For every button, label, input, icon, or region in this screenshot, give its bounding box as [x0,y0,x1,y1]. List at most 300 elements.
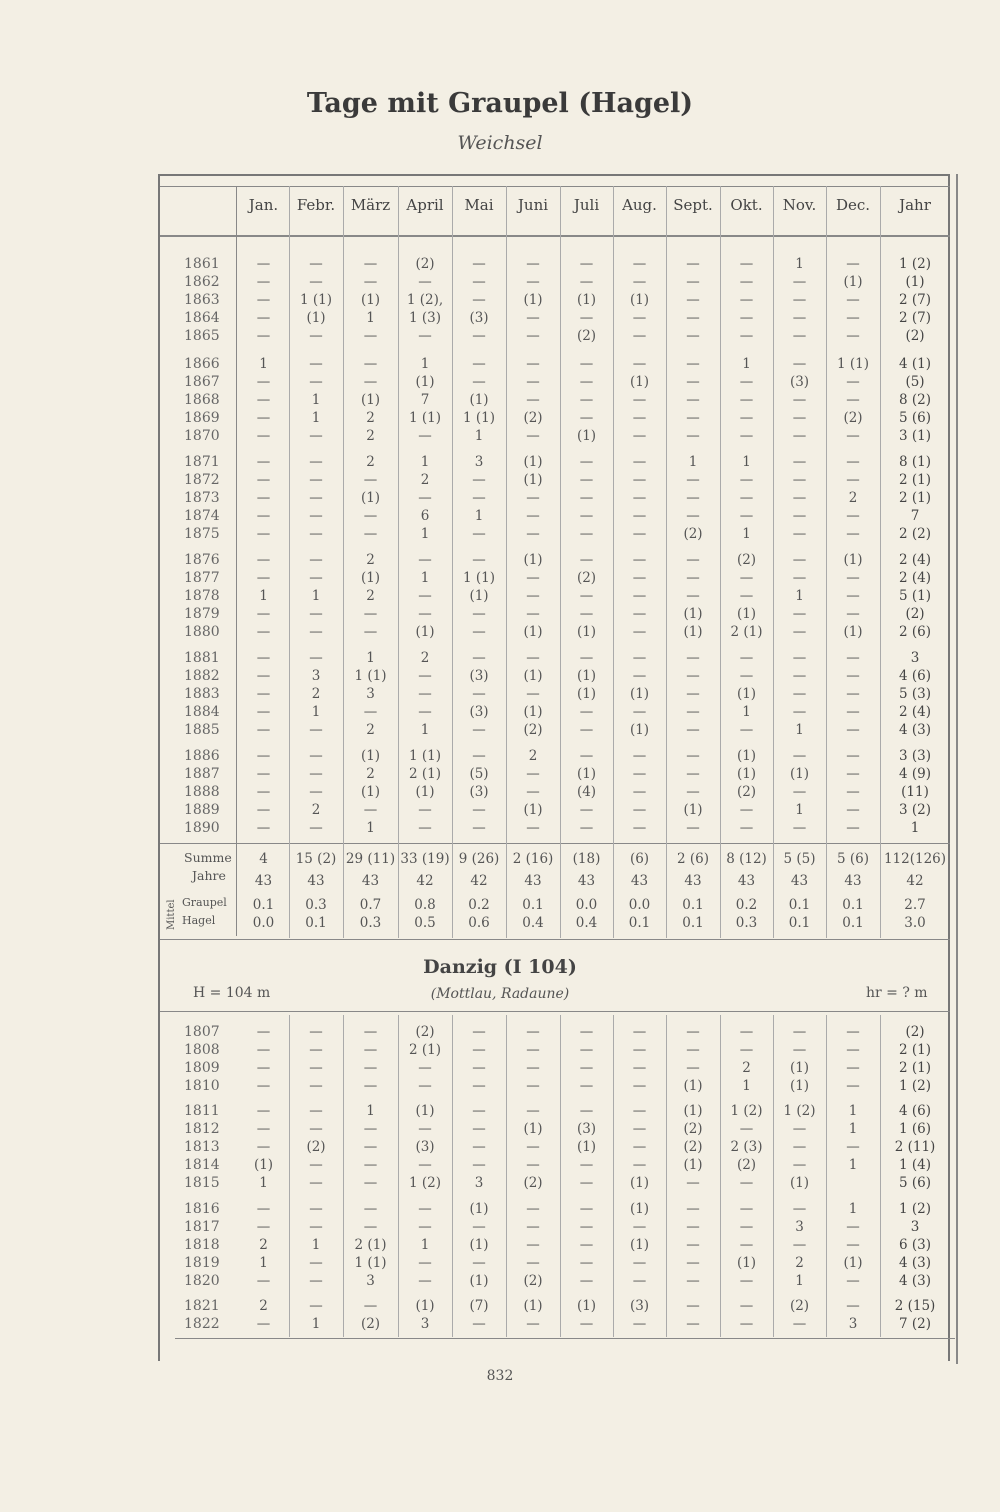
table-cell: 1 [474,428,484,444]
table-cell: — [632,624,647,640]
hagel-cell: 0.1 [682,915,704,931]
table-cell: — [632,1157,647,1173]
table-cell: — [686,410,700,426]
row-year: 1870 [184,428,220,444]
table-cell: 1 [742,356,751,372]
table-cell: — [363,526,378,542]
table-cell: 3 [474,1175,484,1191]
table-cell: — [632,526,647,542]
table-cell: 6 [420,508,430,524]
table-cell: — [256,624,271,640]
table-cell: 2 (4) [898,552,931,568]
table-cell: — [418,668,432,684]
table-cell: (5) [905,374,925,390]
table-cell: — [309,1175,323,1191]
table-cell: (1) [523,704,543,720]
jahre-cell: 43 [630,873,649,889]
table-frame-rule [956,174,958,1364]
table-cell: — [792,668,807,684]
table-cell: — [526,1139,540,1155]
table-cell: — [846,526,860,542]
table-cell: — [418,686,432,702]
table-cell: 2 [366,454,375,470]
table-cell: — [256,1060,271,1076]
table-cell: 1 [311,392,321,408]
table-cell: 1 (2) [898,256,931,272]
hagel-cell: 0.6 [468,915,490,931]
table-cell: 2 [259,1237,268,1253]
row-year: 1863 [184,292,220,308]
table-cell: — [363,1298,378,1314]
table-cell: — [632,820,647,836]
table-cell: (2) [523,410,543,426]
table-cell: (1) [253,1157,274,1173]
table-cell: — [579,356,594,372]
table-cell: 2 [366,428,375,444]
table-cell: — [418,704,432,720]
jahre-cell: 43 [254,873,273,889]
table-cell: — [686,784,700,800]
table-cell: (1) [523,624,543,640]
table-cell: — [579,454,594,470]
table-cell: — [739,570,754,586]
table-cell: — [363,1042,378,1058]
table-cell: (3) [789,374,810,390]
hagel-cell: 3.0 [904,915,926,931]
row-year: 1888 [184,784,220,800]
table-cell: — [472,552,486,568]
table-cell: — [363,356,378,372]
table-cell: — [309,508,323,524]
table-cell: — [526,1060,540,1076]
table-cell: — [256,802,271,818]
table-cell: 2 (1) [898,1042,931,1058]
table-cell: — [632,472,647,488]
table-cell: — [418,552,432,568]
hagel-cell: 0.1 [842,915,864,931]
table-cell: 2 (4) [898,704,931,720]
table-cell: — [792,508,807,524]
table-cell: — [632,1316,647,1332]
table-cell: (1) [736,1255,757,1271]
table-cell: 1 (1) [462,570,495,586]
table-cell: — [739,668,754,684]
table-cell: — [632,1219,647,1235]
table-cell: 3 (3) [898,748,931,764]
table-cell: — [472,328,486,344]
table-cell: (1) [576,1139,597,1155]
table-cell: (1) [629,1237,650,1253]
summe-cell: 5 (6) [836,851,869,867]
row-year: 1881 [184,650,220,666]
jahre-cell: 42 [416,873,434,889]
table-cell: — [363,1121,378,1137]
table-cell: — [792,310,807,326]
table-cell: (1) [306,310,326,326]
table-cell: 1 [742,454,751,470]
hagel-cell: 0.5 [414,915,436,931]
table-cell: — [526,428,540,444]
table-cell: — [579,1219,594,1235]
row-year: 1877 [184,570,220,586]
table-cell: (2) [736,552,757,568]
hagel-cell: 0.4 [522,915,544,931]
row-year: 1886 [184,748,220,764]
table-cell: — [686,472,700,488]
row-year: 1812 [184,1121,220,1137]
table-cell: 3 (1) [898,428,931,444]
table-cell: — [686,668,700,684]
table-cell: — [579,1175,594,1191]
table-cell: — [526,374,540,390]
table-cell: (2) [415,256,435,272]
table-cell: (2) [523,1175,543,1191]
table-cell: (3) [576,1121,597,1137]
table-cell: — [256,668,271,684]
table-cell: — [686,508,700,524]
row-year: 1864 [184,310,220,326]
table-cell: — [526,1157,540,1173]
table-cell: — [256,570,271,586]
summe-cell: 9 (26) [458,851,500,867]
table-cell: 2 (1) [898,472,931,488]
table-cell: — [418,588,432,604]
table-cell: 4 (9) [898,766,931,782]
row-year: 1822 [184,1316,220,1332]
table-cell: 2 (1) [408,1042,441,1058]
table-cell: — [632,328,647,344]
table-cell: — [632,1121,647,1137]
table-cell: — [846,820,860,836]
table-cell: (1) [469,1237,489,1253]
table-cell: (1) [523,1121,543,1137]
table-cell: 1 (1) [408,410,441,426]
table-cell: — [792,1024,807,1040]
table-cell: (3) [415,1139,435,1155]
table-cell: — [256,454,271,470]
row-year: 1810 [184,1078,220,1094]
table-cell: (1) [736,686,757,702]
table-cell: — [418,802,432,818]
table-cell: — [686,588,700,604]
table-cell: — [418,1219,432,1235]
table-cell: — [846,256,860,272]
table-cell: — [363,256,378,272]
table-cell: — [579,552,594,568]
table-cell: (4) [576,784,597,800]
table-cell: — [526,1316,540,1332]
table-cell: — [418,1060,432,1076]
table-cell: — [632,784,647,800]
table-cell: — [256,1139,271,1155]
table-cell: — [309,1042,323,1058]
table-cell: (3) [469,704,489,720]
table-cell: — [579,1078,594,1094]
graupel-cell: 0.2 [735,897,758,913]
table-cell: (1) [523,292,543,308]
table-cell: — [472,472,486,488]
table-cell: — [632,1060,647,1076]
table-cell: — [256,508,271,524]
table-cell: 1 [795,1273,804,1289]
table-cell: (5) [469,766,489,782]
row-year: 1874 [184,508,220,524]
table-cell: — [526,588,540,604]
table-cell: — [792,1201,807,1217]
table-cell: (1) [415,1298,435,1314]
row-year: 1862 [184,274,220,290]
column-header: Mai [464,196,494,214]
table-cell: — [472,1255,486,1271]
table-cell: — [846,508,860,524]
header-bottom-rule [160,235,950,237]
table-cell: 2 [259,1298,268,1314]
table-cell: — [792,1237,807,1253]
table-cell: — [256,704,271,720]
table-cell: — [846,454,860,470]
graupel-cell: 0.2 [468,897,490,913]
table-cell: — [846,570,860,586]
table-cell: — [472,1157,486,1173]
table-cell: 3 [474,454,484,470]
table-cell: — [686,650,700,666]
table-cell: — [526,1219,540,1235]
table-cell: — [526,356,540,372]
table-cell: — [472,256,486,272]
table-cell: — [579,606,594,622]
table-cell: — [579,472,594,488]
table-cell: — [579,1042,594,1058]
table-cell: — [309,552,323,568]
table-cell: — [632,274,647,290]
table-cell: — [846,686,860,702]
table-cell: — [309,328,323,344]
table-cell: 1 [311,1237,321,1253]
table-cell: — [309,472,323,488]
column-header: Nov. [782,196,817,214]
row-year: 1818 [184,1237,220,1253]
table-cell: 2 [366,552,375,568]
table-cell: 3 [366,1273,375,1289]
table-cell: 5 (6) [898,410,931,426]
table-cell: (2) [523,1273,543,1289]
table-cell: — [846,292,860,308]
table-cell: 2 [420,472,430,488]
table-cell: — [309,1255,323,1271]
graupel-cell: 0.7 [359,897,382,913]
table-cell: — [526,1103,540,1119]
table-cell: — [686,1298,700,1314]
table-cell: (1) [789,766,810,782]
summe-cell: 15 (2) [295,851,337,867]
table-cell: — [363,704,378,720]
table-cell: — [686,766,700,782]
table-cell: — [792,552,807,568]
table-cell: — [526,526,540,542]
table-cell: — [256,1103,271,1119]
table-cell: — [256,686,271,702]
table-cell: 1 [474,508,484,524]
table-cell: 2 [366,766,375,782]
table-cell: — [418,428,432,444]
table-cell: — [256,1078,271,1094]
table-cell: — [363,1024,378,1040]
column-header: Aug. [622,196,657,214]
jahre-cell: 42 [906,873,924,889]
table-cell: — [739,274,754,290]
table-cell: — [846,606,860,622]
row-year: 1868 [184,392,220,408]
table-cell: (2) [306,1139,326,1155]
row-year: 1889 [184,802,220,818]
table-cell: — [256,722,271,738]
table-cell: — [579,1316,594,1332]
row-year: 1820 [184,1273,220,1289]
table-cell: 1 (2) [408,1175,441,1191]
table-cell: — [686,428,700,444]
table-cell: — [632,802,647,818]
table-cell: (1) [683,1078,703,1094]
hagel-cell: 0.4 [575,915,598,931]
table-cell: 2 (1) [730,624,763,640]
table-cell: — [526,490,540,506]
table-cell: 2 (3) [730,1139,763,1155]
table-cell: 1 (1) [354,1255,387,1271]
table-cell: — [256,1219,271,1235]
graupel-cell: 0.3 [305,897,327,913]
table-cell: (1) [523,1298,543,1314]
table-cell: — [792,784,807,800]
table-cell: 1 [420,356,430,372]
table-cell: — [256,1201,271,1217]
table-cell: — [686,1255,700,1271]
table-cell: — [418,1273,432,1289]
table-cell: — [686,310,700,326]
table-cell: 1 [795,802,804,818]
table-cell: 3 [311,668,321,684]
table-cell: — [686,274,700,290]
table-cell: — [363,606,378,622]
column-header: Dec. [835,196,871,214]
table-cell: — [526,1042,540,1058]
table-cell: — [792,454,807,470]
table-cell: — [472,1121,486,1137]
table-cell: 1 [742,1078,751,1094]
table-cell: — [632,766,647,782]
table-cell: — [739,392,754,408]
graupel-cell: 0.1 [788,897,811,913]
table-cell: — [309,1060,323,1076]
hagel-cell: 0.0 [252,915,275,931]
table-cell: (1) [576,624,597,640]
table-cell: — [579,274,594,290]
table-cell: — [579,1103,594,1119]
table-cell: 6 (3) [898,1237,931,1253]
summary-top-rule [160,843,950,844]
table-cell: — [792,1157,807,1173]
row-year: 1880 [184,624,220,640]
table-cell: — [309,766,323,782]
table-cell: — [256,292,271,308]
summe-cell: 5 (5) [783,851,816,867]
table-cell: 3 [420,1316,430,1332]
table-cell: 2 [848,490,858,506]
table-cell: — [686,686,700,702]
graupel-cell: 0.8 [414,897,436,913]
table-cell: (2) [736,1157,757,1173]
table-cell: 1 [420,570,430,586]
row-year: 1867 [184,374,220,390]
table-cell: — [418,1201,432,1217]
table-cell: — [632,704,647,720]
table-cell: (3) [469,310,489,326]
hagel-cell: 0.1 [788,915,811,931]
table-cell: — [472,802,486,818]
table-cell: 2 [795,1255,804,1271]
table-cell: — [256,1042,271,1058]
table-cell: — [309,650,323,666]
table-cell: 1 [311,588,321,604]
table-cell: — [739,1237,754,1253]
table-cell: — [846,1139,860,1155]
table-cell: (1) [789,1078,810,1094]
table-cell: — [472,1078,486,1094]
table-cell: (1) [683,624,703,640]
table-cell: (1) [629,1175,650,1191]
row-year: 1819 [184,1255,220,1271]
table-cell: — [309,820,323,836]
table-cell: — [686,1060,700,1076]
table-cell: — [363,1219,378,1235]
table-cell: (1) [360,292,381,308]
table-cell: 3 [910,650,920,666]
table-cell: — [846,588,860,604]
table-cell: 2 (1) [408,766,441,782]
table-cell: 1 (1) [462,410,495,426]
table-cell: — [256,526,271,542]
table-cell: — [792,490,807,506]
row-year: 1879 [184,606,220,622]
table-cell: — [792,704,807,720]
table-cell: 1 [848,1103,858,1119]
jahre-cell: 43 [684,873,702,889]
graupel-cell: 0.0 [628,897,651,913]
table-cell: 8 (2) [898,392,931,408]
table-cell: — [363,1175,378,1191]
table-cell: — [256,392,271,408]
table-cell: — [846,1060,860,1076]
table-cell: — [632,392,647,408]
table-cell: — [792,428,807,444]
table-cell: — [363,624,378,640]
jahre-cell: 43 [361,873,380,889]
table-cell: 2 (6) [898,624,931,640]
table-cell: — [792,526,807,542]
row-year: 1869 [184,410,220,426]
table-cell: 2 [311,802,321,818]
row-year: 1882 [184,668,220,684]
table-cell: — [256,274,271,290]
table-cell: — [792,356,807,372]
table-cell: (1) [469,588,489,604]
table-cell: (1) [629,686,650,702]
table-cell: — [739,410,754,426]
table-cell: — [256,820,271,836]
table-cell: — [632,1139,647,1155]
table-cell: — [579,490,594,506]
table-cell: — [256,472,271,488]
table-cell: (2) [905,606,925,622]
